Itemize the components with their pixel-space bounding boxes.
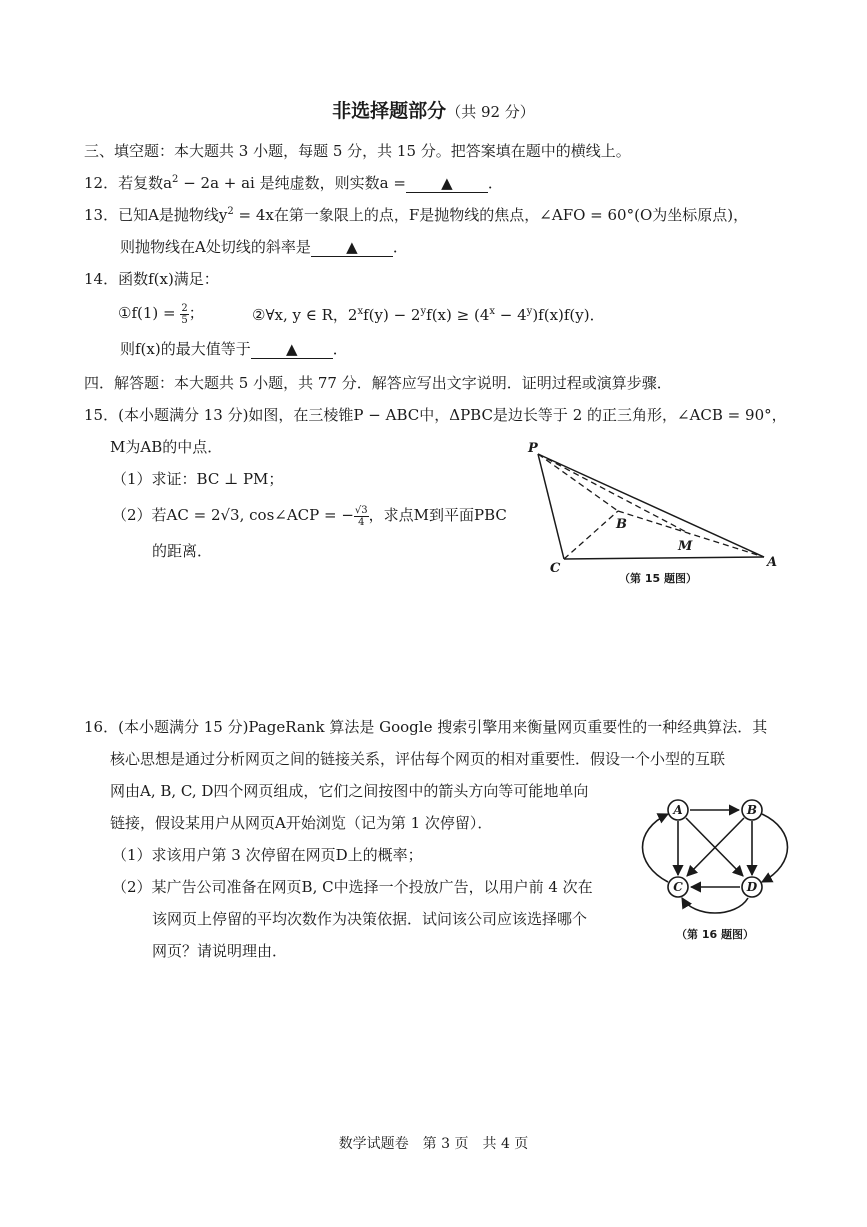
q16-figure-caption: （第 16 题图） (676, 928, 754, 941)
q15-fraction (354, 505, 369, 528)
q14-sup-x: x (357, 306, 364, 317)
q14-condition-1 (118, 302, 204, 326)
q15-frac-den: 4 (358, 516, 365, 528)
q14-cond2-b: f(y) − 2 (363, 306, 421, 324)
label-A: A (767, 555, 778, 570)
q12-answer-blank[interactable] (406, 174, 488, 193)
section-title-main: 非选择题部分 (332, 100, 447, 122)
q14-cond2-a: ②∀x, y ∈ R，2 (252, 306, 358, 324)
q12-text-b: − 2a + ai 是纯虚数，则实数a = (178, 174, 406, 192)
q15-figure-caption: （第 15 题图） (619, 572, 697, 585)
edge-PM (538, 454, 690, 534)
q14-ask (120, 338, 348, 360)
edge-PA (538, 454, 764, 557)
q14-cond2-e: )f(x)f(y)． (532, 306, 605, 324)
q15-p2-b: ，求点M到平面PBC (368, 506, 507, 524)
q16-figure (640, 790, 800, 950)
edge-CA (564, 557, 764, 559)
q12-end: ． (487, 174, 503, 192)
node-label-B: B (746, 803, 758, 817)
q13-line1-b: = 4x在第一象限上的点，F是抛物线的焦点，∠AFO = 60°(O为坐标原点)， (233, 206, 749, 224)
q14-cond1-a: ①f(1) = (118, 304, 176, 322)
q15-part-2 (112, 504, 507, 528)
q14-cond2-d: − 4 (495, 306, 527, 324)
q14-sup-y2: y (526, 306, 533, 317)
q12-number: 12． (84, 174, 119, 192)
section4-header: 四．解答题：本大题共 5 小题，共 77 分．解答应写出文字说明．证明过程或演算步骤． (84, 374, 672, 392)
label-P: P (528, 441, 538, 456)
q14-cond2-c: f(x) ≥ (4 (426, 306, 490, 324)
q14-intro: 函数f(x)满足： (118, 270, 219, 288)
q14-frac-num: 2 (181, 302, 188, 314)
q16-part-2-line1: （2）某广告公司准备在网页B, C中选择一个投放广告，以用户前 4 次在 (112, 878, 593, 896)
node-label-A: A (673, 803, 683, 817)
q13-line2: 则抛物线在A处切线的斜率是 (120, 238, 311, 256)
arrow-D-C-arc (682, 898, 748, 913)
page-footer: 数学试题卷 第 3 页 共 4 页 (338, 1136, 529, 1152)
q15-line1: (本小题满分 13 分)如图，在三棱锥P − ABC中，ΔPBC是边长等于 2 的正三角形，∠ACB = 90°， (118, 406, 787, 424)
node-label-D: D (746, 880, 758, 894)
q15-part-1: （1）求证：BC ⊥ PM； (112, 470, 284, 488)
question-16-line1 (84, 716, 767, 738)
q14-frac-den: 5 (181, 314, 188, 326)
question-13-line2 (120, 236, 408, 258)
edge-PC (538, 454, 564, 559)
node-label-C: C (673, 880, 683, 894)
q14-fraction (180, 303, 188, 326)
q13-line1-a: 已知A是抛物线y (118, 206, 228, 224)
q12-sup: 2 (172, 174, 179, 185)
arrow-C-A (643, 814, 669, 882)
q16-part-2-line3: 网页？请说明理由． (152, 942, 288, 960)
section-title-sub: （共 92 分） (446, 103, 535, 121)
q13-number: 13． (84, 206, 119, 224)
q16-line2: 核心思想是通过分析网页之间的链接关系，评估每个网页的相对重要性．假设一个小型的互联 (110, 750, 726, 768)
q14-end: ． (332, 340, 348, 358)
q16-part-1: （1）求该用户第 3 次停留在网页D上的概率； (112, 846, 423, 864)
q14-number: 14． (84, 270, 119, 288)
q13-sup: 2 (227, 206, 234, 217)
question-14-intro (84, 268, 219, 290)
q15-p2-c: 的距离． (152, 542, 213, 560)
q14-sup-y: y (420, 306, 427, 317)
edge-CB (564, 511, 618, 559)
q14-answer-blank[interactable] (251, 340, 333, 359)
question-12 (84, 172, 503, 194)
label-B: B (616, 517, 627, 532)
q16-line1: (本小题满分 15 分)PageRank 算法是 Google 搜索引擎用来衡量网页重要性的一种经典算法．其 (118, 718, 768, 736)
q12-blank-mark: ▲ (441, 174, 453, 192)
q15-p2-a: （2）若AC = 2√3, cos∠ACP = − (112, 506, 354, 524)
section3-header: 三、填空题：本大题共 3 小题，每题 5 分，共 15 分。把答案填在题中的横线上。 (84, 142, 631, 160)
section-title (0, 96, 867, 123)
q16-line4: 链接，假设某用户从网页A开始浏览（记为第 1 次停留）． (110, 814, 493, 832)
q13-answer-blank[interactable] (311, 238, 393, 257)
q16-part-2-line2: 该网页上停留的平均次数作为决策依据．试问该公司应该选择哪个 (152, 910, 588, 928)
question-13-line1 (84, 204, 748, 226)
q15-line2: M为AB的中点． (110, 438, 223, 456)
q14-sup-x2: x (489, 306, 495, 317)
q12-text-a: 若复数a (118, 174, 173, 192)
label-M: M (678, 539, 693, 554)
q16-number: 16． (84, 718, 119, 736)
q14-cond1-b: ； (188, 304, 204, 322)
q13-end: ． (392, 238, 408, 256)
arrow-B-D-arc (762, 814, 788, 882)
q13-blank-mark: ▲ (346, 238, 358, 256)
q15-number: 15． (84, 406, 119, 424)
q16-line3: 网由A, B, C, D四个网页组成，它们之间按图中的箭头方向等可能地单向 (110, 782, 589, 800)
q14-blank-mark: ▲ (285, 340, 298, 358)
label-C: C (550, 561, 561, 576)
q15-frac-num: √3 (354, 504, 368, 516)
q14-ask-text: 则f(x)的最大值等于 (120, 340, 251, 358)
q14-condition-2 (252, 304, 605, 326)
q15-figure (520, 436, 790, 596)
question-15-line1 (84, 404, 787, 426)
